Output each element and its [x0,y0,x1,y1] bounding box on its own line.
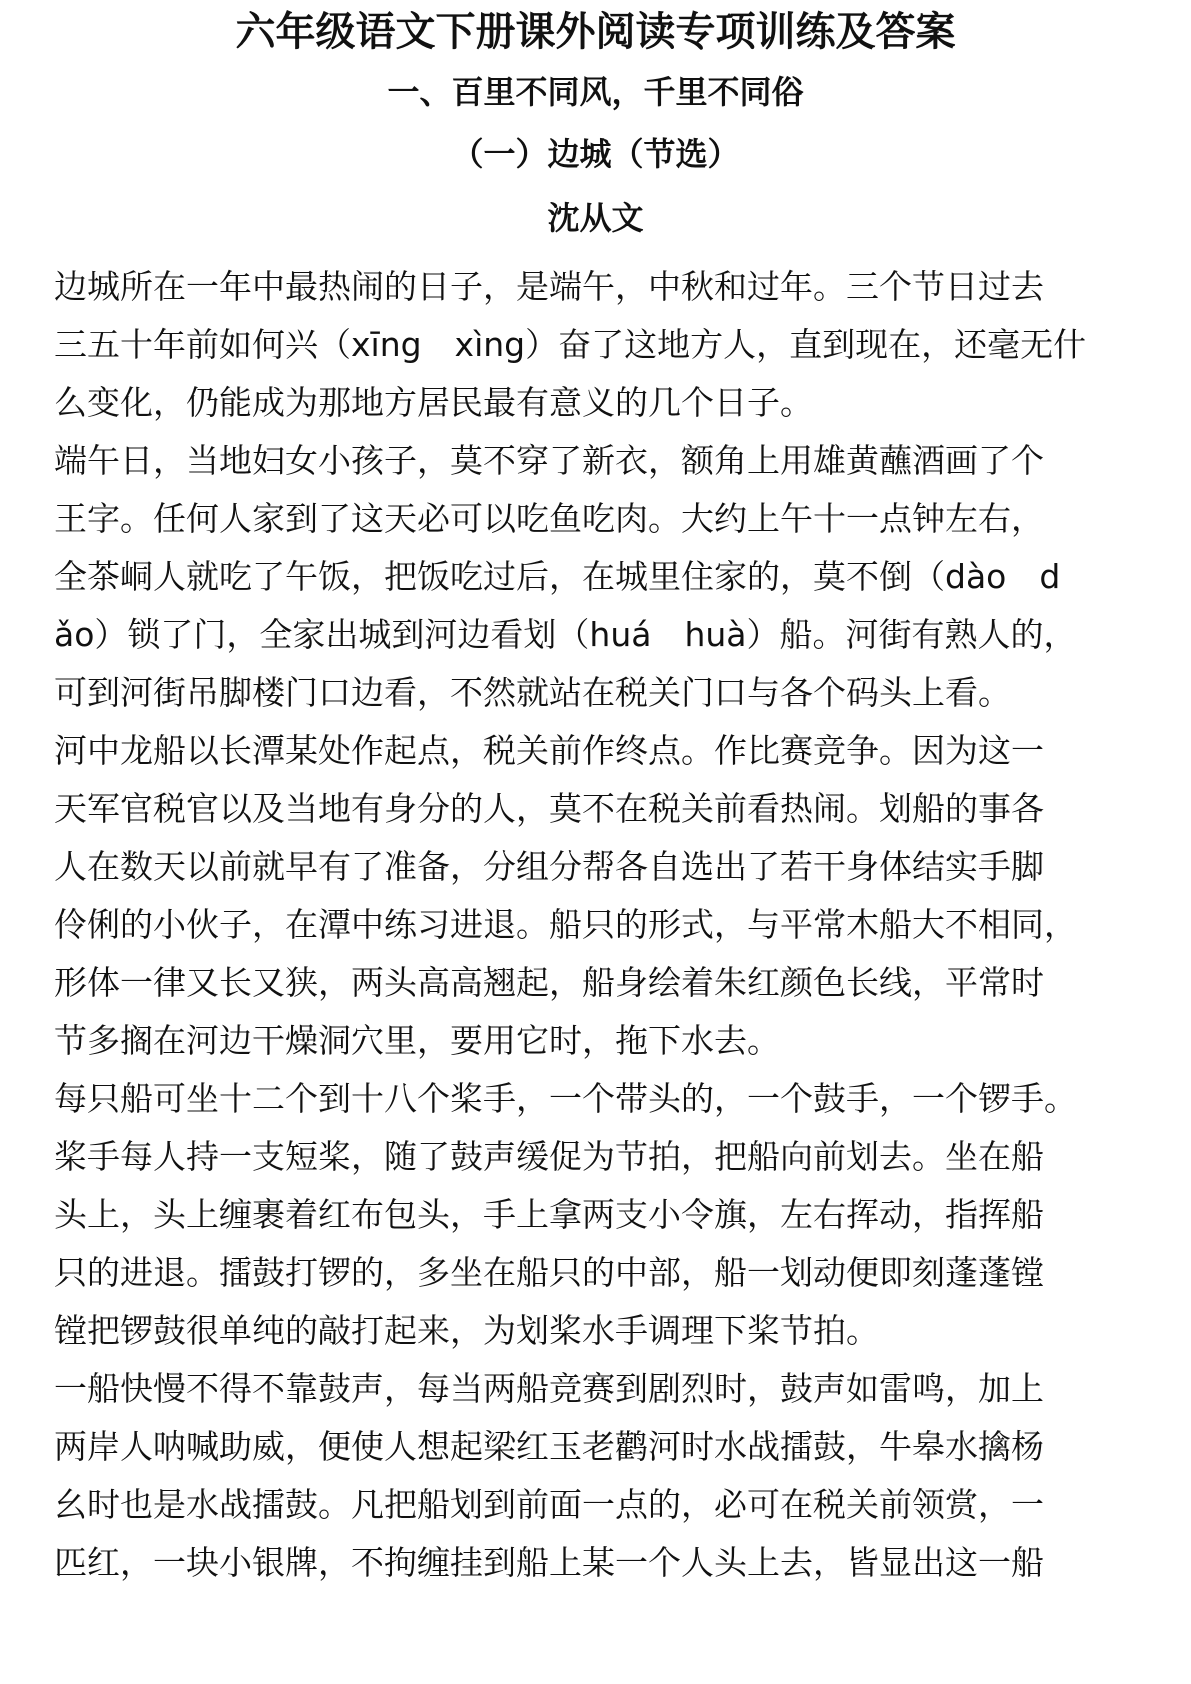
subsection-heading: （一）边城（节选） [451,135,740,173]
text-line: 天军官税官以及当地有身分的人，莫不在税关前看热闹。划船的事各 [54,789,1044,828]
text-line: 人在数天以前就早有了准备，分组分帮各自选出了若干身体结实手脚 [54,847,1044,886]
text-line: 头上，头上缠裹着红布包头，手上拿两支小令旗，左右挥动，指挥船 [54,1195,1044,1234]
document-title: 六年级语文下册课外阅读专项训练及答案 [235,9,956,55]
text-line: 三五十年前如何兴（xīng xìng）奋了这地方人，直到现在，还毫无什 [54,325,1087,364]
text-line: 边城所在一年中最热闹的日子，是端午，中秋和过年。三个节日过去 [54,267,1044,306]
passage-body [54,258,1164,1592]
text-line: 只的进退。擂鼓打锣的，多坐在船只的中部，船一划动便即刻蓬蓬镗 [54,1253,1044,1292]
text-line: 节多搁在河边干燥洞穴里，要用它时，拖下水去。 [54,1021,780,1060]
text-line: 全茶峒人就吃了午饭，把饭吃过后，在城里住家的，莫不倒（dào d [54,557,1061,596]
text-line: ǎo）锁了门，全家出城到河边看划（huá huà）船。河街有熟人的， [54,615,1077,654]
text-line: 么变化，仍能成为那地方居民最有意义的几个日子。 [54,383,813,422]
text-line: 匹红，一块小银牌，不拘缠挂到船上某一个人头上去，皆显出这一船 [54,1543,1044,1582]
text-line: 形体一律又长又狭，两头高高翘起，船身绘着朱红颜色长线，平常时 [54,963,1044,1002]
text-line: 一船快慢不得不靠鼓声，每当两船竞赛到剧烈时，鼓声如雷鸣，加上 [54,1369,1044,1408]
text-line: 幺时也是水战擂鼓。凡把船划到前面一点的，必可在税关前领赏，一 [54,1485,1044,1524]
text-line: 河中龙船以长潭某处作起点，税关前作终点。作比赛竞争。因为这一 [54,731,1044,770]
text-line: 可到河街吊脚楼门口边看，不然就站在税关门口与各个码头上看。 [54,673,1011,712]
text-line: 两岸人呐喊助威，便使人想起梁红玉老鹳河时水战擂鼓，牛皋水擒杨 [54,1427,1044,1466]
text-line: 王字。任何人家到了这天必可以吃鱼吃肉。大约上午十一点钟左右， [54,499,1044,538]
text-line: 每只船可坐十二个到十八个桨手，一个带头的，一个鼓手，一个锣手。 [54,1079,1077,1118]
text-line: 端午日，当地妇女小孩子，莫不穿了新衣，额角上用雄黄蘸酒画了个 [54,441,1044,480]
section-heading: 一、百里不同风，千里不同俗 [387,73,804,111]
text-line: 桨手每人持一支短桨，随了鼓声缓促为节拍，把船向前划去。坐在船 [54,1137,1044,1176]
text-line: 镗把锣鼓很单纯的敲打起来，为划桨水手调理下桨节拍。 [54,1311,879,1350]
author-name: 沈从文 [547,199,644,237]
text-line: 伶俐的小伙子，在潭中练习进退。船只的形式，与平常木船大不相同， [54,905,1077,944]
